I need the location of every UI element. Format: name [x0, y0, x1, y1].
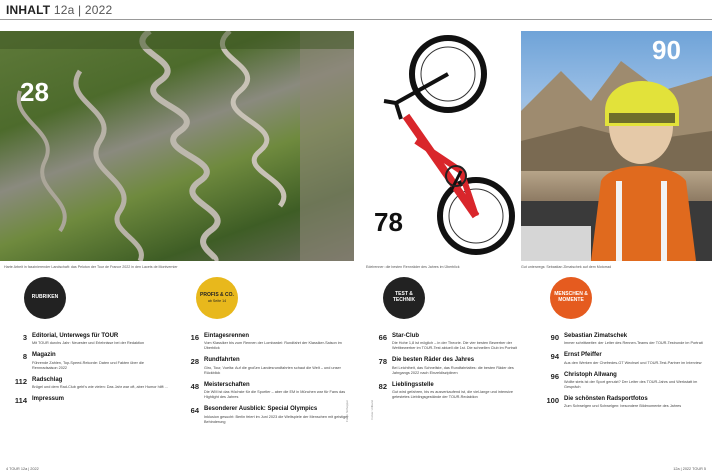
section-badge-rubriken — [24, 277, 66, 319]
entry-title: Impressum — [32, 396, 65, 403]
section-sublabel: ab Seite 14 — [207, 298, 227, 303]
toc-column-rubriken — [8, 333, 168, 411]
page-number: 64 — [190, 406, 199, 416]
entry-text: Zum Schwelgen und Schwelgen: besondere Bildmomente des Jahres — [564, 404, 682, 409]
photo-bike — [356, 31, 520, 261]
section-badge-menschen — [550, 277, 592, 319]
entry-text: Bei Leichtheit, das Schnellste, das Rundfahrtaltes: die besten Räder des Jahrgangs 2022 nach Einzeldisziplinen — [392, 365, 514, 375]
entry-title: Meisterschaften — [204, 381, 250, 388]
entry-title: Star-Club — [392, 333, 419, 339]
toc-entry[interactable] — [180, 406, 350, 424]
section-label: MENSCHEN & MOMENTE — [554, 291, 588, 303]
entry-title: Eintagesrennen — [204, 333, 250, 339]
entry-text: Die WM ist das Höchste für die Sportler – aber die EM in München war für Fans das Highlight des Jahres — [204, 390, 346, 400]
photo-number-90: 90 — [652, 35, 681, 65]
entry-text: Brügel und dem Rad-Club geht's wie vielen: Das Jahr war oft, aber Humor hilft ... — [32, 384, 168, 389]
toc-entry[interactable] — [540, 352, 706, 365]
toc-column-technik — [368, 333, 528, 406]
page-number: 28 — [190, 357, 199, 367]
section-label: RUBRIKEN — [31, 294, 59, 301]
footer-left: 4 TOUR 12a | 2022 — [6, 467, 39, 471]
toc-entry[interactable] — [8, 396, 168, 405]
entry-text: Inklusion gesucht: Berlin feiert im Juni 2023 die Weltspiele der Menschen mit geistiger Behinderung — [204, 414, 349, 424]
photo-portrait — [521, 31, 712, 261]
photo-credit-left: Fotos: Schepper — [345, 400, 349, 423]
photo-switchbacks — [0, 31, 354, 261]
issue-text: 12a | 2022 — [53, 3, 113, 17]
page-number: 3 — [22, 333, 27, 342]
entry-title: Rundfahrten — [204, 357, 240, 364]
entry-title: Lieblingsstelle — [392, 381, 434, 388]
entry-text: Immer schrittweiter: der Leiter des Rennen-Teams der TOUR-Testrunde im Portrait — [564, 341, 703, 346]
photo-caption-middle: Edelrenner: die besten Rennräder des Jahres im Überblick — [366, 265, 460, 269]
toc-entry[interactable] — [540, 372, 706, 390]
section-badge-profis — [196, 277, 238, 319]
header-rule — [0, 19, 712, 20]
entry-text: Aus den Werken der Chefredes-GT Wechsel und TOUR-Test-Partner im Interview — [564, 360, 702, 365]
entry-text: Führende Zahlen, Top-Speed-Rekorde: Daten und Fakten über die Rennradsaison 2022 — [32, 360, 145, 370]
toc-entry[interactable] — [8, 377, 168, 390]
toc-entry[interactable] — [8, 352, 168, 370]
page-number: 48 — [190, 381, 199, 391]
toc-entry[interactable] — [180, 333, 350, 351]
toc-column-profis — [180, 333, 350, 431]
toc-column-menschen — [540, 333, 706, 415]
entry-title: Besonderer Ausblick: Special Olympics — [204, 406, 318, 413]
entry-title: Die schönsten Radsportfotos — [564, 396, 648, 403]
page-number: 114 — [14, 396, 27, 406]
page-number: 96 — [550, 371, 559, 381]
photo-number-78: 78 — [374, 207, 403, 237]
entry-title: Editorial, Unterwegs für TOUR — [32, 333, 119, 339]
toc-entry[interactable] — [180, 382, 350, 400]
photo-caption-left: Harte Arbeit in faszinierender Landschaft: das Peloton der Tour de France 2022 in den Lacets de Montvernier — [4, 265, 178, 269]
entry-title: Die besten Räder des Jahres — [392, 357, 475, 364]
photo-number-28: 28 — [20, 77, 49, 107]
entry-title: Christoph Allwang — [564, 371, 617, 378]
page-number: 82 — [378, 381, 387, 391]
section-badge-technik — [383, 277, 425, 319]
switchback-illustration — [0, 31, 354, 261]
entry-text: Wollte stets ist der Sport genutzt? Der Leiter des TOUR-Jahrs und Werkstatt im Gespräch — [564, 379, 698, 389]
section-label: PROFIS & CO. — [200, 292, 234, 299]
page-number: 16 — [190, 333, 199, 342]
footer-right: 12a | 2022 TOUR 5 — [673, 467, 706, 471]
toc-entry[interactable] — [180, 357, 350, 375]
photo-caption-right: Gut unterwegs: Sebastian Zimatschek auf dem Motorrad — [521, 265, 612, 269]
page-number: 8 — [22, 352, 27, 362]
photo-credit-right: Fotos: Urlbanz — [370, 400, 374, 420]
entry-text: Giro, Tour, Vuelta: Auf die großen Landesrundfahrten schaut die Welt – und unser Rückblick — [204, 365, 341, 375]
title-text: INHALT — [6, 3, 51, 17]
page-number: 100 — [546, 396, 559, 406]
entry-title: Magazin — [32, 352, 56, 359]
portrait-illustration — [521, 31, 712, 261]
toc-entry[interactable] — [8, 333, 168, 346]
entry-text: Gut wird gefahren, bis es ausverkaufend ist, die viel-lange und intensive getestetes Lieblingsgestände der TOUR-Redaktion — [392, 390, 513, 400]
toc-entry[interactable] — [368, 333, 528, 351]
toc-entry[interactable] — [368, 382, 528, 400]
page-number: 112 — [14, 376, 27, 386]
toc-entry[interactable] — [540, 333, 706, 346]
section-label: TEST & TECHNIK — [392, 291, 416, 303]
toc-entry[interactable] — [540, 396, 706, 409]
entry-title: Ernst Pfeiffer — [564, 352, 602, 359]
page-number: 78 — [378, 357, 387, 367]
entry-text: Die Hohe 1,8 ist möglich – in der Theorie. Die vier besten Bewerber der Wettbewerber im TOUR-Test aktuell die 1st. Die schnellen Club im Portrait — [392, 341, 517, 351]
entry-title: Radschlag — [32, 376, 63, 383]
page-number: 90 — [550, 333, 559, 342]
page-number: 66 — [378, 333, 387, 342]
entry-title: Sebastian Zimatschek — [564, 333, 628, 339]
toc-entry[interactable] — [368, 357, 528, 375]
entry-text: Mit TOUR durchs Jahr: Neuester und Erlebnisse bei der Redaktion — [32, 341, 145, 346]
page-number: 94 — [550, 352, 559, 362]
page-title — [6, 3, 112, 17]
entry-text: Vom Klassiker bis zum Rennen der Lombardei: Rundfahrt der Klassiker-Saison im Überblick — [204, 341, 342, 351]
